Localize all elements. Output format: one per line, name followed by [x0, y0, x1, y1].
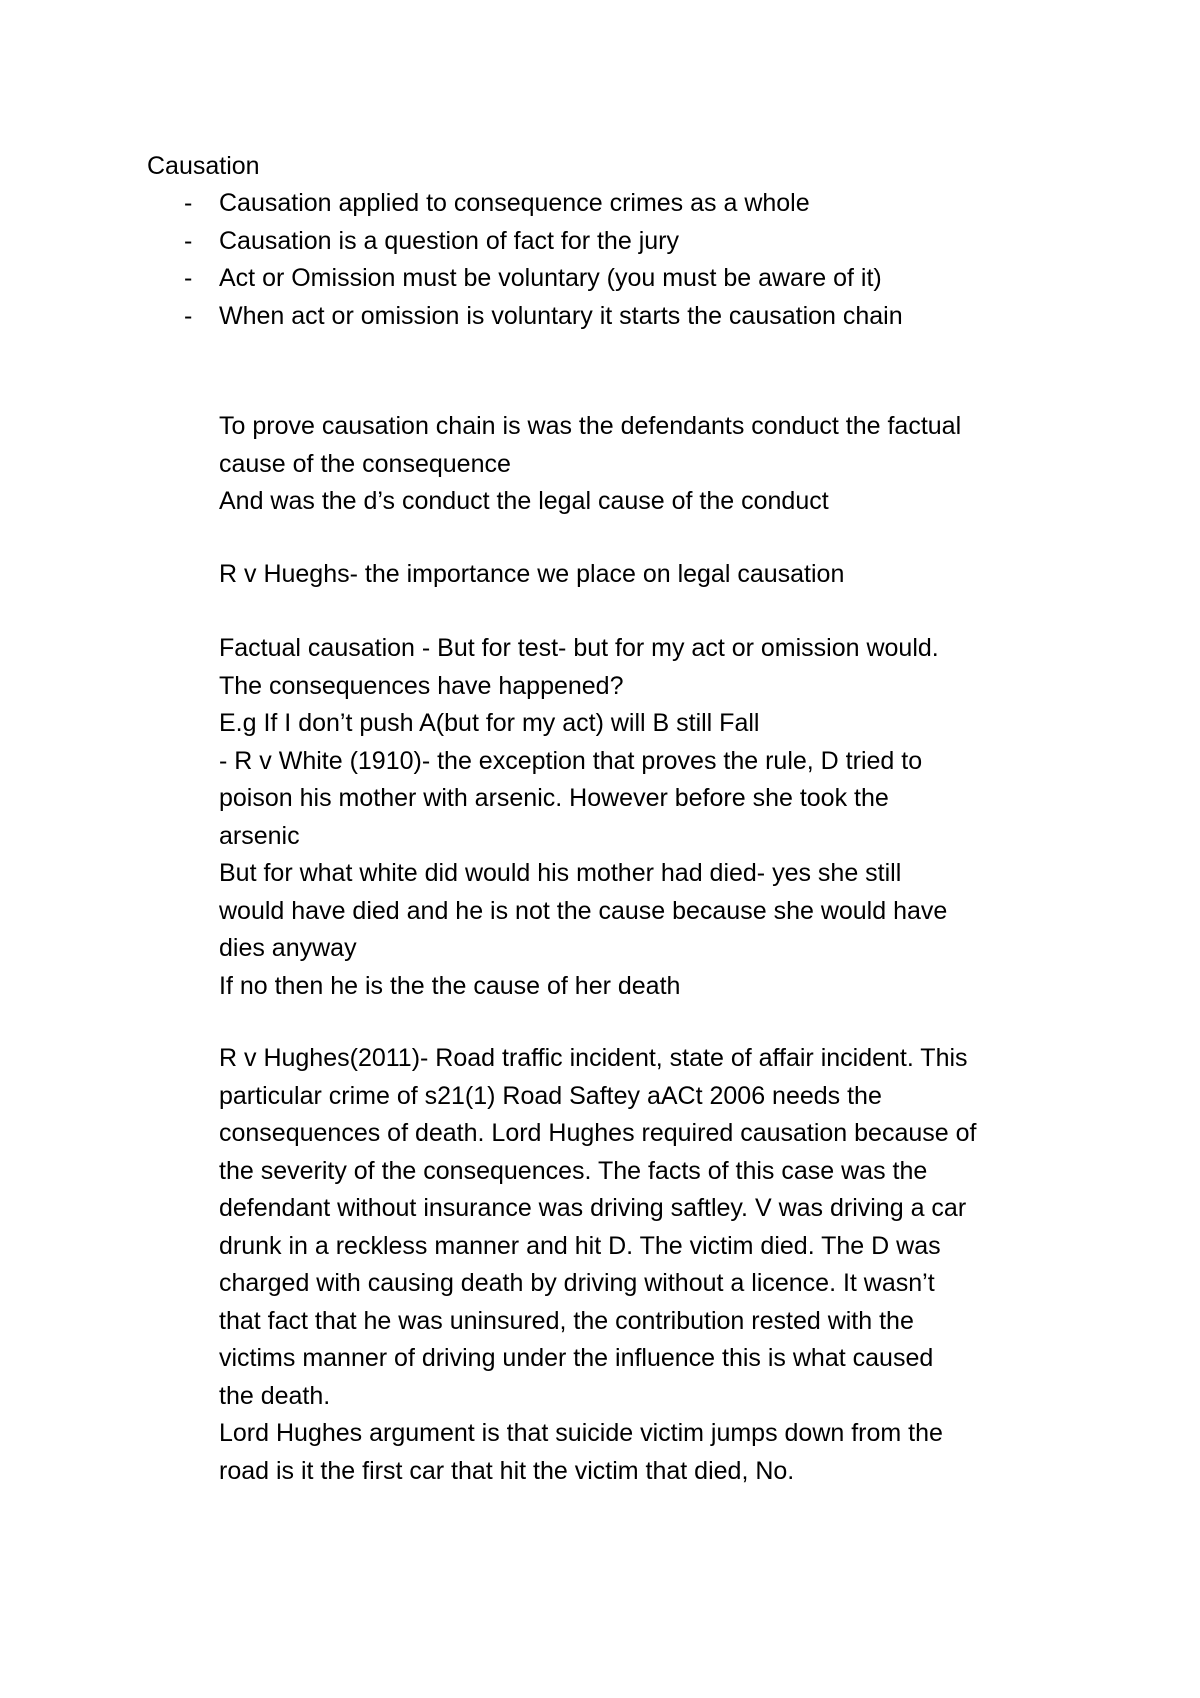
bullet-item — [147, 298, 903, 336]
text-line: If no then he is the the cause of her death — [219, 971, 681, 1000]
bullet-text: Causation is a question of fact for the jury — [219, 226, 679, 255]
text-line: would have died and he is not the cause because she would have — [219, 896, 948, 925]
document-title: Causation — [147, 152, 260, 180]
text-line: defendant without insurance was driving saftley. V was driving a car — [219, 1194, 967, 1222]
text-line: To prove causation chain is was the defendants conduct the factual — [219, 412, 962, 440]
text-line: the severity of the consequences. The facts of this case was the — [219, 1156, 928, 1185]
bullet-marker: - — [184, 226, 193, 255]
text-line: drunk in a reckless manner and hit D. The victim died. The D was — [219, 1231, 941, 1260]
bullet-item — [147, 185, 903, 223]
bullet-text: Act or Omission must be voluntary (you must be aware of it) — [219, 264, 882, 292]
bullet-marker: - — [184, 264, 193, 292]
text-line: And was the d’s conduct the legal cause of the conduct — [219, 487, 829, 515]
text-line: Lord Hughes argument is that suicide victim jumps down from the — [219, 1419, 943, 1447]
text-line: consequences of death. Lord Hughes required causation because of — [219, 1119, 977, 1147]
bullet-list — [147, 185, 903, 335]
text-line: charged with causing death by driving without a licence. It wasn’t — [219, 1269, 935, 1297]
paragraph-r-v-hughes — [219, 1040, 1099, 1490]
bullet-marker: - — [184, 301, 193, 330]
text-line: victims manner of driving under the influence this is what caused — [219, 1344, 934, 1372]
text-line: - R v White (1910)- the exception that proves the rule, D tried to — [219, 746, 923, 775]
text-line: R v Hueghs- the importance we place on legal causation — [219, 560, 845, 588]
text-line: road is it the first car that hit the victim that died, No. — [219, 1456, 795, 1485]
text-line: arsenic — [219, 821, 300, 850]
text-line: But for what white did would his mother had died- yes she still — [219, 859, 902, 887]
bullet-text: When act or omission is voluntary it starts the causation chain — [219, 301, 903, 330]
text-line: cause of the consequence — [219, 449, 511, 478]
bullet-marker: - — [184, 189, 193, 217]
text-line: particular crime of s21(1) Road Saftey aACt 2006 needs the — [219, 1081, 882, 1110]
paragraph-factual-causation — [219, 630, 1099, 1005]
text-line: Factual causation - But for test- but for my act or omission would. — [219, 634, 939, 662]
paragraph-causation-chain — [219, 408, 1099, 521]
text-line: E.g If I don’t push A(but for my act) will B still Fall — [219, 709, 760, 737]
bullet-item — [147, 260, 903, 298]
bullet-text: Causation applied to consequence crimes as a whole — [219, 189, 810, 217]
text-line: that fact that he was uninsured, the contribution rested with the — [219, 1306, 914, 1335]
text-line: poison his mother with arsenic. However before she took the — [219, 784, 889, 812]
text-line: dies anyway — [219, 934, 357, 962]
text-line: The consequences have happened? — [219, 671, 624, 700]
text-line: R v Hughes(2011)- Road traffic incident, state of affair incident. This — [219, 1044, 968, 1072]
bullet-item — [147, 223, 903, 261]
paragraph-r-v-hueghs — [219, 556, 1099, 594]
text-line: the death. — [219, 1381, 331, 1410]
